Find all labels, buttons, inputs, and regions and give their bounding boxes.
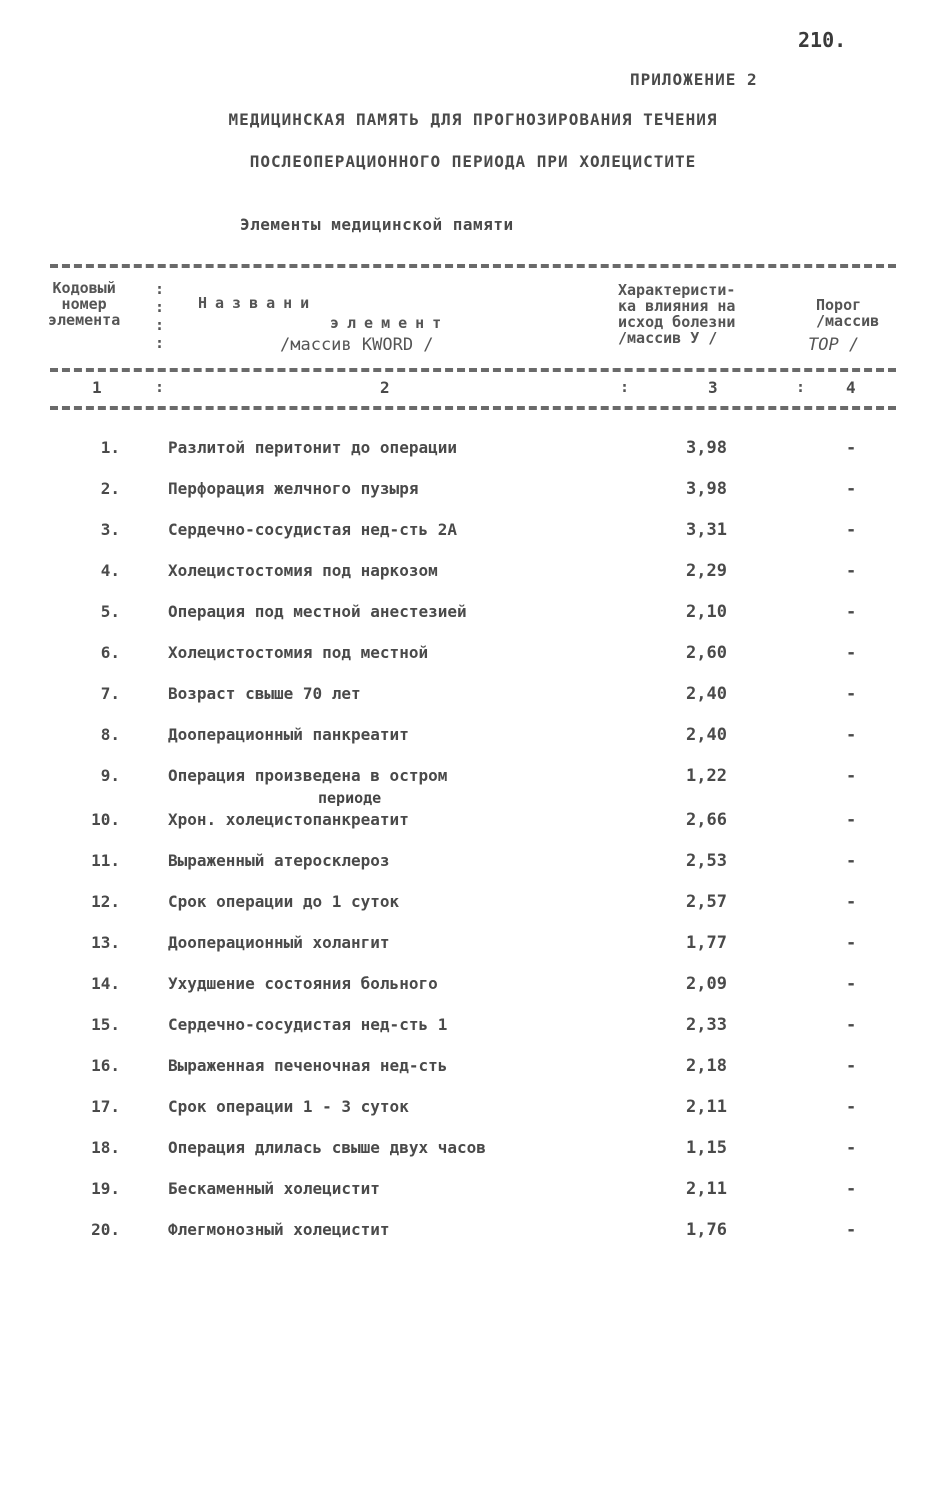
row-name: Хрон. холецистопанкреатит xyxy=(168,810,409,829)
row-value: 2,40 xyxy=(686,684,727,704)
table-row xyxy=(0,602,946,643)
header-name-line3: /массив KWORD / xyxy=(280,335,434,355)
row-threshold: - xyxy=(846,1138,857,1158)
table-row xyxy=(0,851,946,892)
row-code: 6. xyxy=(100,643,120,662)
header-name-line1: Названи xyxy=(198,294,318,312)
row-threshold: - xyxy=(846,766,857,786)
appendix-label: ПРИЛОЖЕНИЕ 2 xyxy=(630,70,758,89)
row-name: Флегмонозный холецистит xyxy=(168,1220,390,1239)
row-code: 16. xyxy=(91,1056,120,1075)
row-name: Разлитой перитонит до операции xyxy=(168,438,457,457)
row-threshold: - xyxy=(846,1056,857,1076)
row-value: 2,29 xyxy=(686,561,727,581)
row-name: Срок операции до 1 суток xyxy=(168,892,400,911)
table-row xyxy=(0,1179,946,1220)
row-threshold: - xyxy=(846,561,857,581)
table-subtitle: Элементы медицинской памяти xyxy=(240,215,514,234)
row-threshold: - xyxy=(846,1179,857,1199)
table-row xyxy=(0,684,946,725)
row-value: 1,76 xyxy=(686,1220,727,1240)
title-line-1: МЕДИЦИНСКАЯ ПАМЯТЬ ДЛЯ ПРОГНОЗИРОВАНИЯ ТЕЧЕНИЯ xyxy=(228,110,718,129)
row-name: Выраженный атеросклероз xyxy=(168,851,390,870)
row-code: 2. xyxy=(100,479,120,498)
row-value: 2,53 xyxy=(686,851,727,871)
row-name: Дооперационный панкреатит xyxy=(168,725,409,744)
table-row xyxy=(0,725,946,766)
column-separator: : xyxy=(155,378,165,396)
row-threshold: - xyxy=(846,1015,857,1035)
column-separator: : xyxy=(796,378,806,396)
row-value: 2,18 xyxy=(686,1056,727,1076)
row-code: 11. xyxy=(91,851,120,870)
divider-colnums xyxy=(50,406,896,410)
row-value: 2,11 xyxy=(686,1097,727,1117)
column-number-3: 3 xyxy=(708,378,718,397)
table-row xyxy=(0,1056,946,1097)
row-name: Холецистостомия под местной xyxy=(168,643,429,662)
table-row xyxy=(0,643,946,684)
row-threshold: - xyxy=(846,1097,857,1117)
row-value: 3,31 xyxy=(686,520,727,540)
row-code: 7. xyxy=(100,684,120,703)
table-row xyxy=(0,1097,946,1138)
row-value: 1,22 xyxy=(686,766,727,786)
header-separator: : : : : xyxy=(155,280,165,352)
row-name: Ухудшение состояния больного xyxy=(168,974,438,993)
row-value: 3,98 xyxy=(686,438,727,458)
column-number-2: 2 xyxy=(380,378,390,397)
row-threshold: - xyxy=(846,725,857,745)
table-row xyxy=(0,892,946,933)
row-code: 8. xyxy=(100,725,120,744)
row-value: 2,57 xyxy=(686,892,727,912)
row-code: 9. xyxy=(100,766,120,785)
row-code: 5. xyxy=(100,602,120,621)
header-characteristic: Характеристи- ка влияния на исход болезни /массив У / xyxy=(618,281,736,347)
row-name: Дооперационный холангит xyxy=(168,933,390,952)
row-value: 1,77 xyxy=(686,933,727,953)
row-threshold: - xyxy=(846,479,857,499)
row-name: Операция длилась свыше двух часов xyxy=(168,1138,486,1157)
row-value: 3,98 xyxy=(686,479,727,499)
row-threshold: - xyxy=(846,1220,857,1240)
row-code: 13. xyxy=(91,933,120,952)
row-9-continuation: периоде xyxy=(318,789,382,807)
row-value: 2,66 xyxy=(686,810,727,830)
row-code: 19. xyxy=(91,1179,120,1198)
row-threshold: - xyxy=(846,851,857,871)
row-name: Операция под местной анестезией xyxy=(168,602,467,621)
divider-header xyxy=(50,368,896,372)
title-line-2: ПОСЛЕОПЕРАЦИОННОГО ПЕРИОДА ПРИ ХОЛЕЦИСТИТЕ xyxy=(249,152,697,171)
row-threshold: - xyxy=(846,933,857,953)
row-threshold: - xyxy=(846,602,857,622)
column-separator: : xyxy=(620,378,630,396)
table-row xyxy=(0,438,946,479)
row-name: Возраст свыше 70 лет xyxy=(168,684,361,703)
row-code: 4. xyxy=(100,561,120,580)
row-code: 15. xyxy=(91,1015,120,1034)
row-value: 2,40 xyxy=(686,725,727,745)
row-value: 2,60 xyxy=(686,643,727,663)
table-row xyxy=(0,561,946,602)
row-name: Холецистостомия под наркозом xyxy=(168,561,438,580)
row-value: 2,09 xyxy=(686,974,727,994)
table-row xyxy=(0,974,946,1015)
column-number-1: 1 xyxy=(92,378,102,397)
row-name: Сердечно-сосудистая нед-сть 1 xyxy=(168,1015,448,1034)
row-value: 1,15 xyxy=(686,1138,727,1158)
row-code: 3. xyxy=(100,520,120,539)
header-code: Кодовый номер элемента xyxy=(48,279,121,329)
row-value: 2,11 xyxy=(686,1179,727,1199)
row-threshold: - xyxy=(846,974,857,994)
row-code: 18. xyxy=(91,1138,120,1157)
header-threshold-line3: TOP / xyxy=(808,335,860,355)
row-value: 2,10 xyxy=(686,602,727,622)
table-row xyxy=(0,1138,946,1179)
table-row xyxy=(0,479,946,520)
row-threshold: - xyxy=(846,892,857,912)
row-code: 14. xyxy=(91,974,120,993)
row-code: 20. xyxy=(91,1220,120,1239)
table-row xyxy=(0,520,946,561)
row-code: 17. xyxy=(91,1097,120,1116)
divider-top xyxy=(50,264,896,268)
column-number-4: 4 xyxy=(846,378,856,397)
row-threshold: - xyxy=(846,684,857,704)
row-code: 10. xyxy=(91,810,120,829)
row-name: Перфорация желчного пузыря xyxy=(168,479,419,498)
row-code: 1. xyxy=(100,438,120,457)
table-row xyxy=(0,810,946,851)
row-code: 12. xyxy=(91,892,120,911)
row-name: Срок операции 1 - 3 суток xyxy=(168,1097,409,1116)
row-name: Выраженная печеночная нед-сть xyxy=(168,1056,448,1075)
row-threshold: - xyxy=(846,520,857,540)
row-threshold: - xyxy=(846,438,857,458)
table-row xyxy=(0,933,946,974)
row-name: Операция произведена в остром xyxy=(168,766,448,785)
header-name-line2: элемент xyxy=(330,314,450,332)
page-number: 210. xyxy=(798,28,847,52)
row-name: Сердечно-сосудистая нед-сть 2А xyxy=(168,520,457,539)
header-threshold: Порог /массив xyxy=(816,296,880,330)
table-row xyxy=(0,766,946,807)
row-threshold: - xyxy=(846,810,857,830)
row-value: 2,33 xyxy=(686,1015,727,1035)
row-threshold: - xyxy=(846,643,857,663)
table-row xyxy=(0,1015,946,1056)
row-name: Бескаменный холецистит xyxy=(168,1179,380,1198)
table-row xyxy=(0,1220,946,1261)
